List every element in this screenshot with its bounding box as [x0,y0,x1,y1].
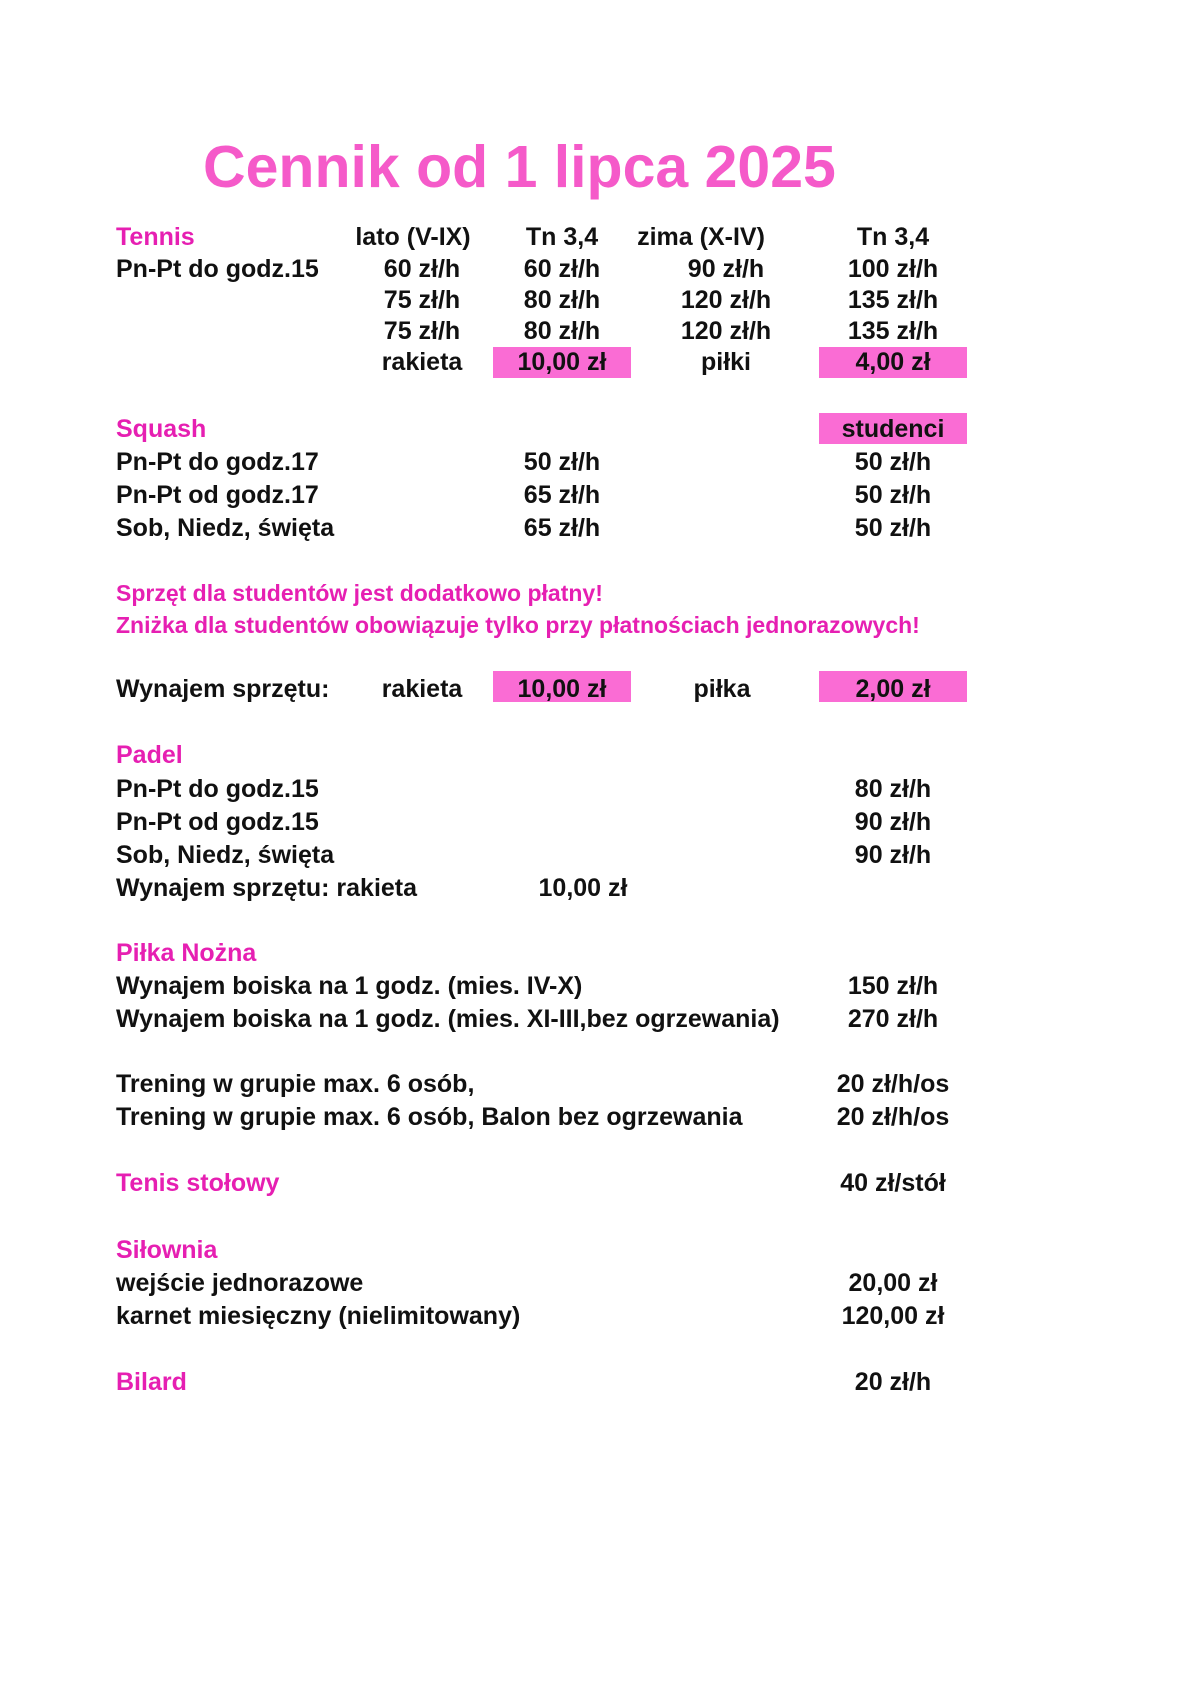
gym-price: 20,00 zł [848,1269,938,1297]
squash-price: 65 zł/h [523,481,601,509]
gym-row-label: karnet miesięczny (nielimitowany) [116,1302,521,1330]
football-price: 20 zł/h/os [836,1070,950,1098]
tennis-price: 135 zł/h [847,317,939,345]
gym-heading: Siłownia [116,1236,218,1264]
squash-students-label: studenci [841,415,945,443]
squash-ball-label: piłka [693,675,751,703]
tennis-price: 80 zł/h [523,286,601,314]
football-heading: Piłka Nożna [116,939,257,967]
squash-row-label: Sob, Niedz, święta [116,514,335,542]
football-price: 20 zł/h/os [836,1103,950,1131]
tennis-price: 135 zł/h [847,286,939,314]
padel-heading: Padel [116,741,183,769]
page-title: Cennik od 1 lipca 2025 [203,134,836,200]
table-tennis-price: 40 zł/stół [840,1169,946,1197]
tennis-header-tn-summer: Tn 3,4 [525,223,599,251]
squash-student-price: 50 zł/h [854,481,932,509]
tennis-price: 75 zł/h [383,286,461,314]
billiards-heading: Bilard [116,1368,187,1396]
squash-price: 65 zł/h [523,514,601,542]
squash-student-price: 50 zł/h [854,448,932,476]
padel-equipment-label: Wynajem sprzętu: rakieta [116,874,418,902]
football-row-label: Trening w grupie max. 6 osób, Balon bez ogrzewania [116,1103,743,1131]
tennis-price: 60 zł/h [523,255,601,283]
gym-price: 120,00 zł [841,1302,945,1330]
padel-price: 80 zł/h [854,775,932,803]
squash-ball-price: 2,00 zł [855,675,931,703]
football-row-label: Trening w grupie max. 6 osób, [116,1070,475,1098]
tennis-racket-label: rakieta [381,348,463,376]
squash-row-label: Pn-Pt do godz.17 [116,448,319,476]
football-row-label: Wynajem boiska na 1 godz. (mies. XI-III,bez ogrzewania) [116,1005,780,1033]
squash-racket-price: 10,00 zł [517,675,607,703]
padel-row-label: Pn-Pt od godz.15 [116,808,319,836]
padel-row-label: Pn-Pt do godz.15 [116,775,319,803]
tennis-header-winter: zima (X-IV) [637,223,765,251]
tennis-heading: Tennis [116,223,195,251]
tennis-row-label: Pn-Pt do godz.15 [116,255,319,283]
tennis-header-summer: lato (V-IX) [355,223,471,251]
squash-note: Sprzęt dla studentów jest dodatkowo płatny! [116,580,603,606]
tennis-header-tn-winter: Tn 3,4 [856,223,930,251]
tennis-price: 120 zł/h [680,317,772,345]
padel-row-label: Sob, Niedz, święta [116,841,335,869]
tennis-price: 90 zł/h [687,255,765,283]
tennis-price: 120 zł/h [680,286,772,314]
football-row-label: Wynajem boiska na 1 godz. (mies. IV-X) [116,972,583,1000]
padel-price: 90 zł/h [854,841,932,869]
table-tennis-heading: Tenis stołowy [116,1169,280,1197]
squash-row-label: Pn-Pt od godz.17 [116,481,319,509]
tennis-price: 100 zł/h [847,255,939,283]
squash-equipment-label: Wynajem sprzętu: [116,675,330,703]
squash-heading: Squash [116,415,207,443]
tennis-price: 75 zł/h [383,317,461,345]
squash-student-price: 50 zł/h [854,514,932,542]
football-price: 150 zł/h [847,972,939,1000]
football-price: 270 zł/h [847,1005,939,1033]
tennis-balls-price: 4,00 zł [855,348,931,376]
squash-racket-label: rakieta [381,675,463,703]
tennis-balls-label: piłki [700,348,752,376]
tennis-price: 60 zł/h [383,255,461,283]
tennis-racket-price: 10,00 zł [517,348,607,376]
tennis-price: 80 zł/h [523,317,601,345]
gym-row-label: wejście jednorazowe [116,1269,364,1297]
squash-price: 50 zł/h [523,448,601,476]
billiards-price: 20 zł/h [854,1368,932,1396]
padel-price: 90 zł/h [854,808,932,836]
squash-note: Zniżka dla studentów obowiązuje tylko przy płatnościach jednorazowych! [116,612,920,638]
padel-equipment-price: 10,00 zł [538,874,628,902]
